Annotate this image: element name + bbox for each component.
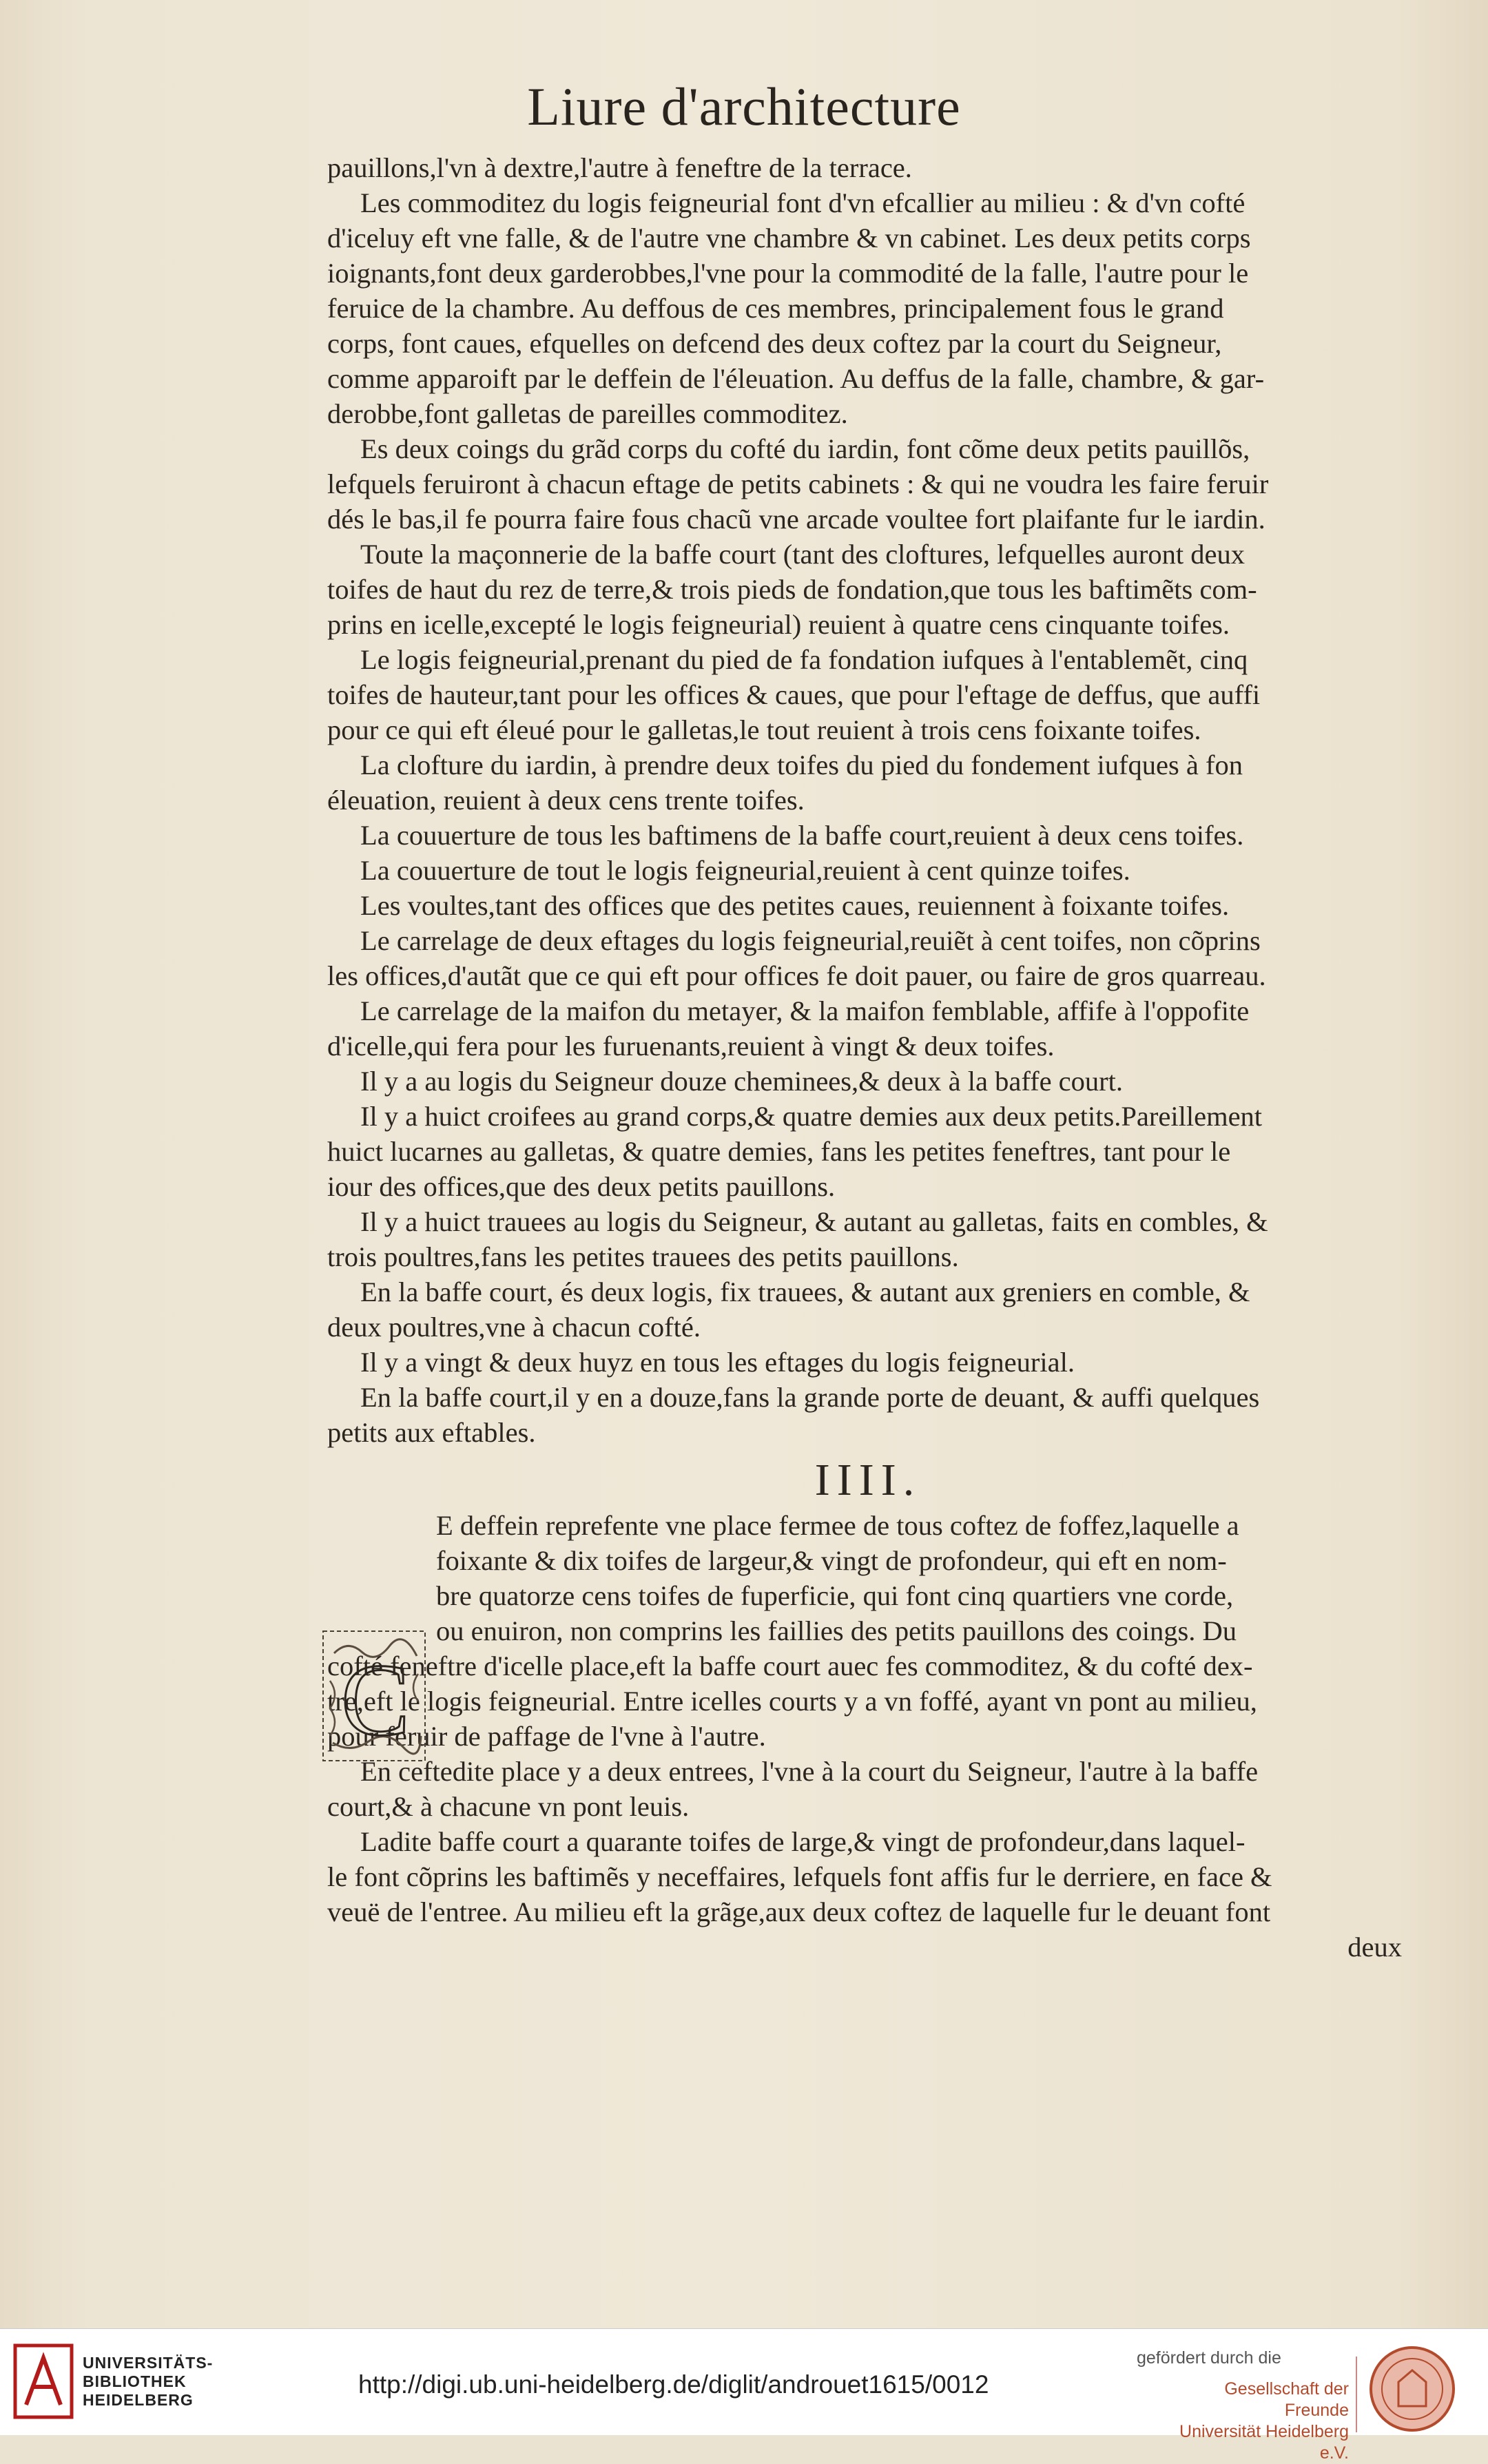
text-line: En la baffe court,il y en a douze,fans la grande porte de deuant, & auffi quelques (360, 1382, 1260, 1413)
text-line: prins en icelle,excepté le logis feigneurial) reuient à quatre cens cinquante toifes. (327, 609, 1230, 640)
society-seal-icon (1367, 2344, 1457, 2434)
dropcap-line: bre quatorze cens toifes de fuperficie, qui font cinq quartiers vne corde, (436, 1580, 1234, 1611)
text-line: éleuation, reuient à deux cens trente toifes. (327, 785, 805, 816)
text-line: cofté feneftre d'icelle place,eft la baffe court auec fes commoditez, & du cofté dex- (327, 1650, 1253, 1681)
catchword: deux (1347, 1932, 1402, 1963)
funded-by-label: gefördert durch die (1137, 2348, 1281, 2368)
text-line: La clofture du iardin, à prendre deux toifes du pied du fondement iufques à fon (360, 749, 1243, 780)
section-numeral: IIII. (814, 1455, 922, 1505)
dropcap-line: ou enuiron, non comprins les faillies des petits pauillons des coings. Du (436, 1615, 1237, 1646)
after-paragraphs (327, 1648, 1402, 1929)
text-line: pour ce qui eft éleué pour le galletas,le tout reuient à trois cens foixante toifes. (327, 714, 1201, 745)
text-line: Toute la maçonnerie de la baffe court (tant des cloftures, lefquelles auront deux (360, 539, 1246, 570)
footer-bar (0, 2328, 1488, 2463)
text-line: Ladite baffe court a quarante toifes de large,& vingt de profondeur,dans laquel- (360, 1826, 1246, 1857)
text-line: Le logis feigneurial,prenant du pied de fa fondation iufques à l'entablemẽt, cinq (360, 644, 1248, 675)
text-line: Il y a vingt & deux huyz en tous les eftages du logis feigneurial. (360, 1347, 1075, 1378)
text-line: La couuerture de tout le logis feigneurial,reuient à cent quinze toifes. (360, 855, 1130, 886)
dropcap-line: foixante & dix toifes de largeur,& vingt de profondeur, qui eft en nom- (436, 1545, 1227, 1576)
svg-text:C: C (340, 1643, 411, 1757)
text-line: ioignants,font deux garderobbes,l'vne pour la commodité de la falle, l'autre pour le (327, 258, 1249, 289)
text-line: Il y a huict trauees au logis du Seigneur, & autant au galletas, faits en combles, & (360, 1206, 1268, 1237)
footer-divider (1356, 2357, 1357, 2432)
ornamental-initial-icon (320, 1626, 428, 1766)
text-line: d'iceluy eft vne falle, & de l'autre vne chambre & vn cabinet. Les deux petits corps (327, 222, 1251, 253)
text-line: Le carrelage de la maifon du metayer, & la maifon femblable, affife à l'oppofite (360, 995, 1250, 1026)
university-library-logo-icon (12, 2343, 74, 2420)
dropcap-paragraph (327, 1508, 1402, 1648)
dropcap-initial (320, 1626, 428, 1766)
text-line: Le carrelage de deux eftages du logis feigneurial,reuiẽt à cent toifes, non cõprins (360, 925, 1261, 956)
text-line: d'icelle,qui fera pour les furuenants,reuient à vingt & deux toifes. (327, 1031, 1055, 1062)
text-line: Les voultes,tant des offices que des petites caues, reuiennent à foixante toifes. (360, 890, 1230, 921)
text-line: En ceftedite place y a deux entrees, l'vne à la court du Seigneur, l'autre à la baffe (360, 1756, 1259, 1787)
text-line: iour des offices,que des deux petits pauillons. (327, 1171, 836, 1202)
source-url-link[interactable]: http://digi.ub.uni-heidelberg.de/diglit/androuet1615/0012 (358, 2370, 989, 2399)
text-line: Les commoditez du logis feigneurial font d'vn efcallier au milieu : & d'vn cofté (360, 187, 1246, 218)
institution-name: UNIVERSITÄTS- BIBLIOTHEK HEIDELBERG (83, 2354, 214, 2409)
text-line: les offices,d'autãt que ce qui eft pour offices fe doit pauer, ou faire de gros quarreau. (327, 960, 1266, 991)
text-line: feruice de la chambre. Au deffous de ces membres, principalement fous le grand (327, 293, 1224, 324)
text-line: corps, font caues, efquelles on defcend des deux coftez par la court du Seigneur, (327, 328, 1222, 359)
text-line: En la baffe court, és deux logis, fix trauees, & autant aux greniers en comble, & (360, 1276, 1250, 1307)
text-line: dés le bas,il fe pourra faire fous chacũ vne arcade voultee fort plaifante fur le iardin. (327, 504, 1265, 535)
text-line: Il y a huict croifees au grand corps,& quatre demies aux deux petits.Pareillement (360, 1101, 1263, 1132)
text-line: Il y a au logis du Seigneur douze cheminees,& deux à la baffe court. (360, 1066, 1124, 1097)
text-line: veuë de l'entree. Au milieu eft la grãge,aux deux coftez de laquelle fur le deuant font (327, 1896, 1271, 1927)
text-line: Es deux coings du grãd corps du cofté du iardin, font cõme deux petits pauillõs, (360, 433, 1250, 464)
text-line: pauillons,l'vn à dextre,l'autre à feneftre de la terrace. (327, 152, 912, 183)
running-header: Liure d'architecture (527, 76, 961, 136)
text-line: lefquels feruiront à chacun eftage de petits cabinets : & qui ne voudra les faire feruir (327, 468, 1269, 499)
text-line: comme apparoift par le deffein de l'éleuation. Au deffus de la falle, chambre, & gar- (327, 363, 1265, 394)
society-name: Gesellschaft der Freunde Universität Heidelberg e.V. (1179, 2379, 1349, 2463)
text-line: toifes de hauteur,tant pour les offices & caues, que pour l'eftage de deffus, que auffi (327, 679, 1261, 710)
text-line: tre,eft le logis feigneurial. Entre icelles courts y a vn foffé, ayant vn pont au milieu, (327, 1686, 1257, 1717)
text-line: La couuerture de tous les baftimens de la baffe court,reuient à deux cens toifes. (360, 820, 1244, 851)
text-line: deux poultres,vne à chacun cofté. (327, 1312, 701, 1343)
text-line: huict lucarnes au galletas, & quatre demies, fans les petites feneftres, tant pour le (327, 1136, 1231, 1167)
text-line: trois poultres,fans les petites trauees des petits pauillons. (327, 1241, 959, 1272)
text-line: toifes de haut du rez de terre,& trois pieds de fondation,que tous les baftimẽts com- (327, 574, 1257, 605)
text-line: le font cõprins les baftimẽs y neceffaires, lefquels font affis fur le derriere, en face & (327, 1861, 1272, 1892)
text-line: derobbe,font galletas de pareilles commoditez. (327, 398, 848, 429)
text-line: court,& à chacune vn pont leuis. (327, 1791, 690, 1822)
dropcap-line: E deffein reprefente vne place fermee de tous coftez de foffez,laquelle a (436, 1510, 1239, 1541)
main-paragraphs (327, 150, 1402, 1450)
text-line: petits aux eftables. (327, 1417, 536, 1448)
body-text (327, 150, 1402, 1965)
text-line: pour feruir de paffage de l'vne à l'autre. (327, 1721, 766, 1752)
